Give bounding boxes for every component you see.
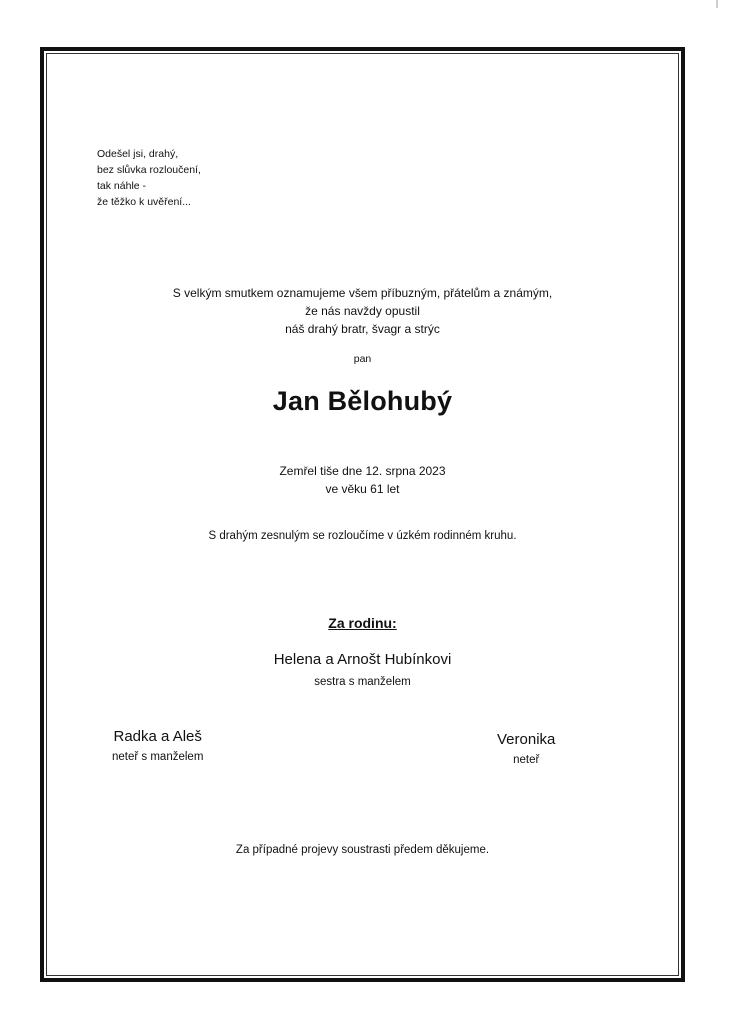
poem-line: že těžko k uvěření... <box>97 196 191 208</box>
poem-line: tak náhle - <box>97 180 147 192</box>
death-info-line: ve věku 61 let <box>325 482 400 496</box>
family-left-relation: neteř s manželem <box>112 751 204 763</box>
scan-mark <box>716 0 718 8</box>
family-main-name: Helena a Arnošt Hubínkovi <box>273 651 452 668</box>
announcement-line: náš drahý bratr, švagr a strýc <box>285 322 440 336</box>
death-info <box>40 462 685 498</box>
family-left-name: Radka a Aleš <box>113 728 202 745</box>
honorific: pan <box>353 353 372 365</box>
poem-line: Odešel jsi, drahý, <box>97 148 179 160</box>
announcement-line: S velkým smutkem oznamujeme všem příbuzným, přátelům a známým, <box>172 286 553 300</box>
announcement <box>40 284 685 338</box>
family-left-block <box>112 727 203 766</box>
death-info-line: Zemřel tiše dne 12. srpna 2023 <box>279 464 446 478</box>
thanks-text: Za případné projevy soustrasti předem děkujeme. <box>235 844 490 856</box>
farewell-text: S drahým zesnulým se rozloučíme v úzkém rodinném kruhu. <box>208 530 517 542</box>
family-right-name: Veronika <box>497 731 556 748</box>
family-right-relation: neteř <box>513 754 540 766</box>
announcement-line: že nás navždy opustil <box>305 304 420 318</box>
family-heading: Za rodinu: <box>328 615 397 631</box>
poem-line: bez slůvka rozloučení, <box>97 164 201 176</box>
family-right-block <box>497 730 555 769</box>
family-main-relation: sestra s manželem <box>314 676 411 688</box>
poem <box>97 146 201 210</box>
deceased-name: Jan Bělohubý <box>272 386 453 416</box>
